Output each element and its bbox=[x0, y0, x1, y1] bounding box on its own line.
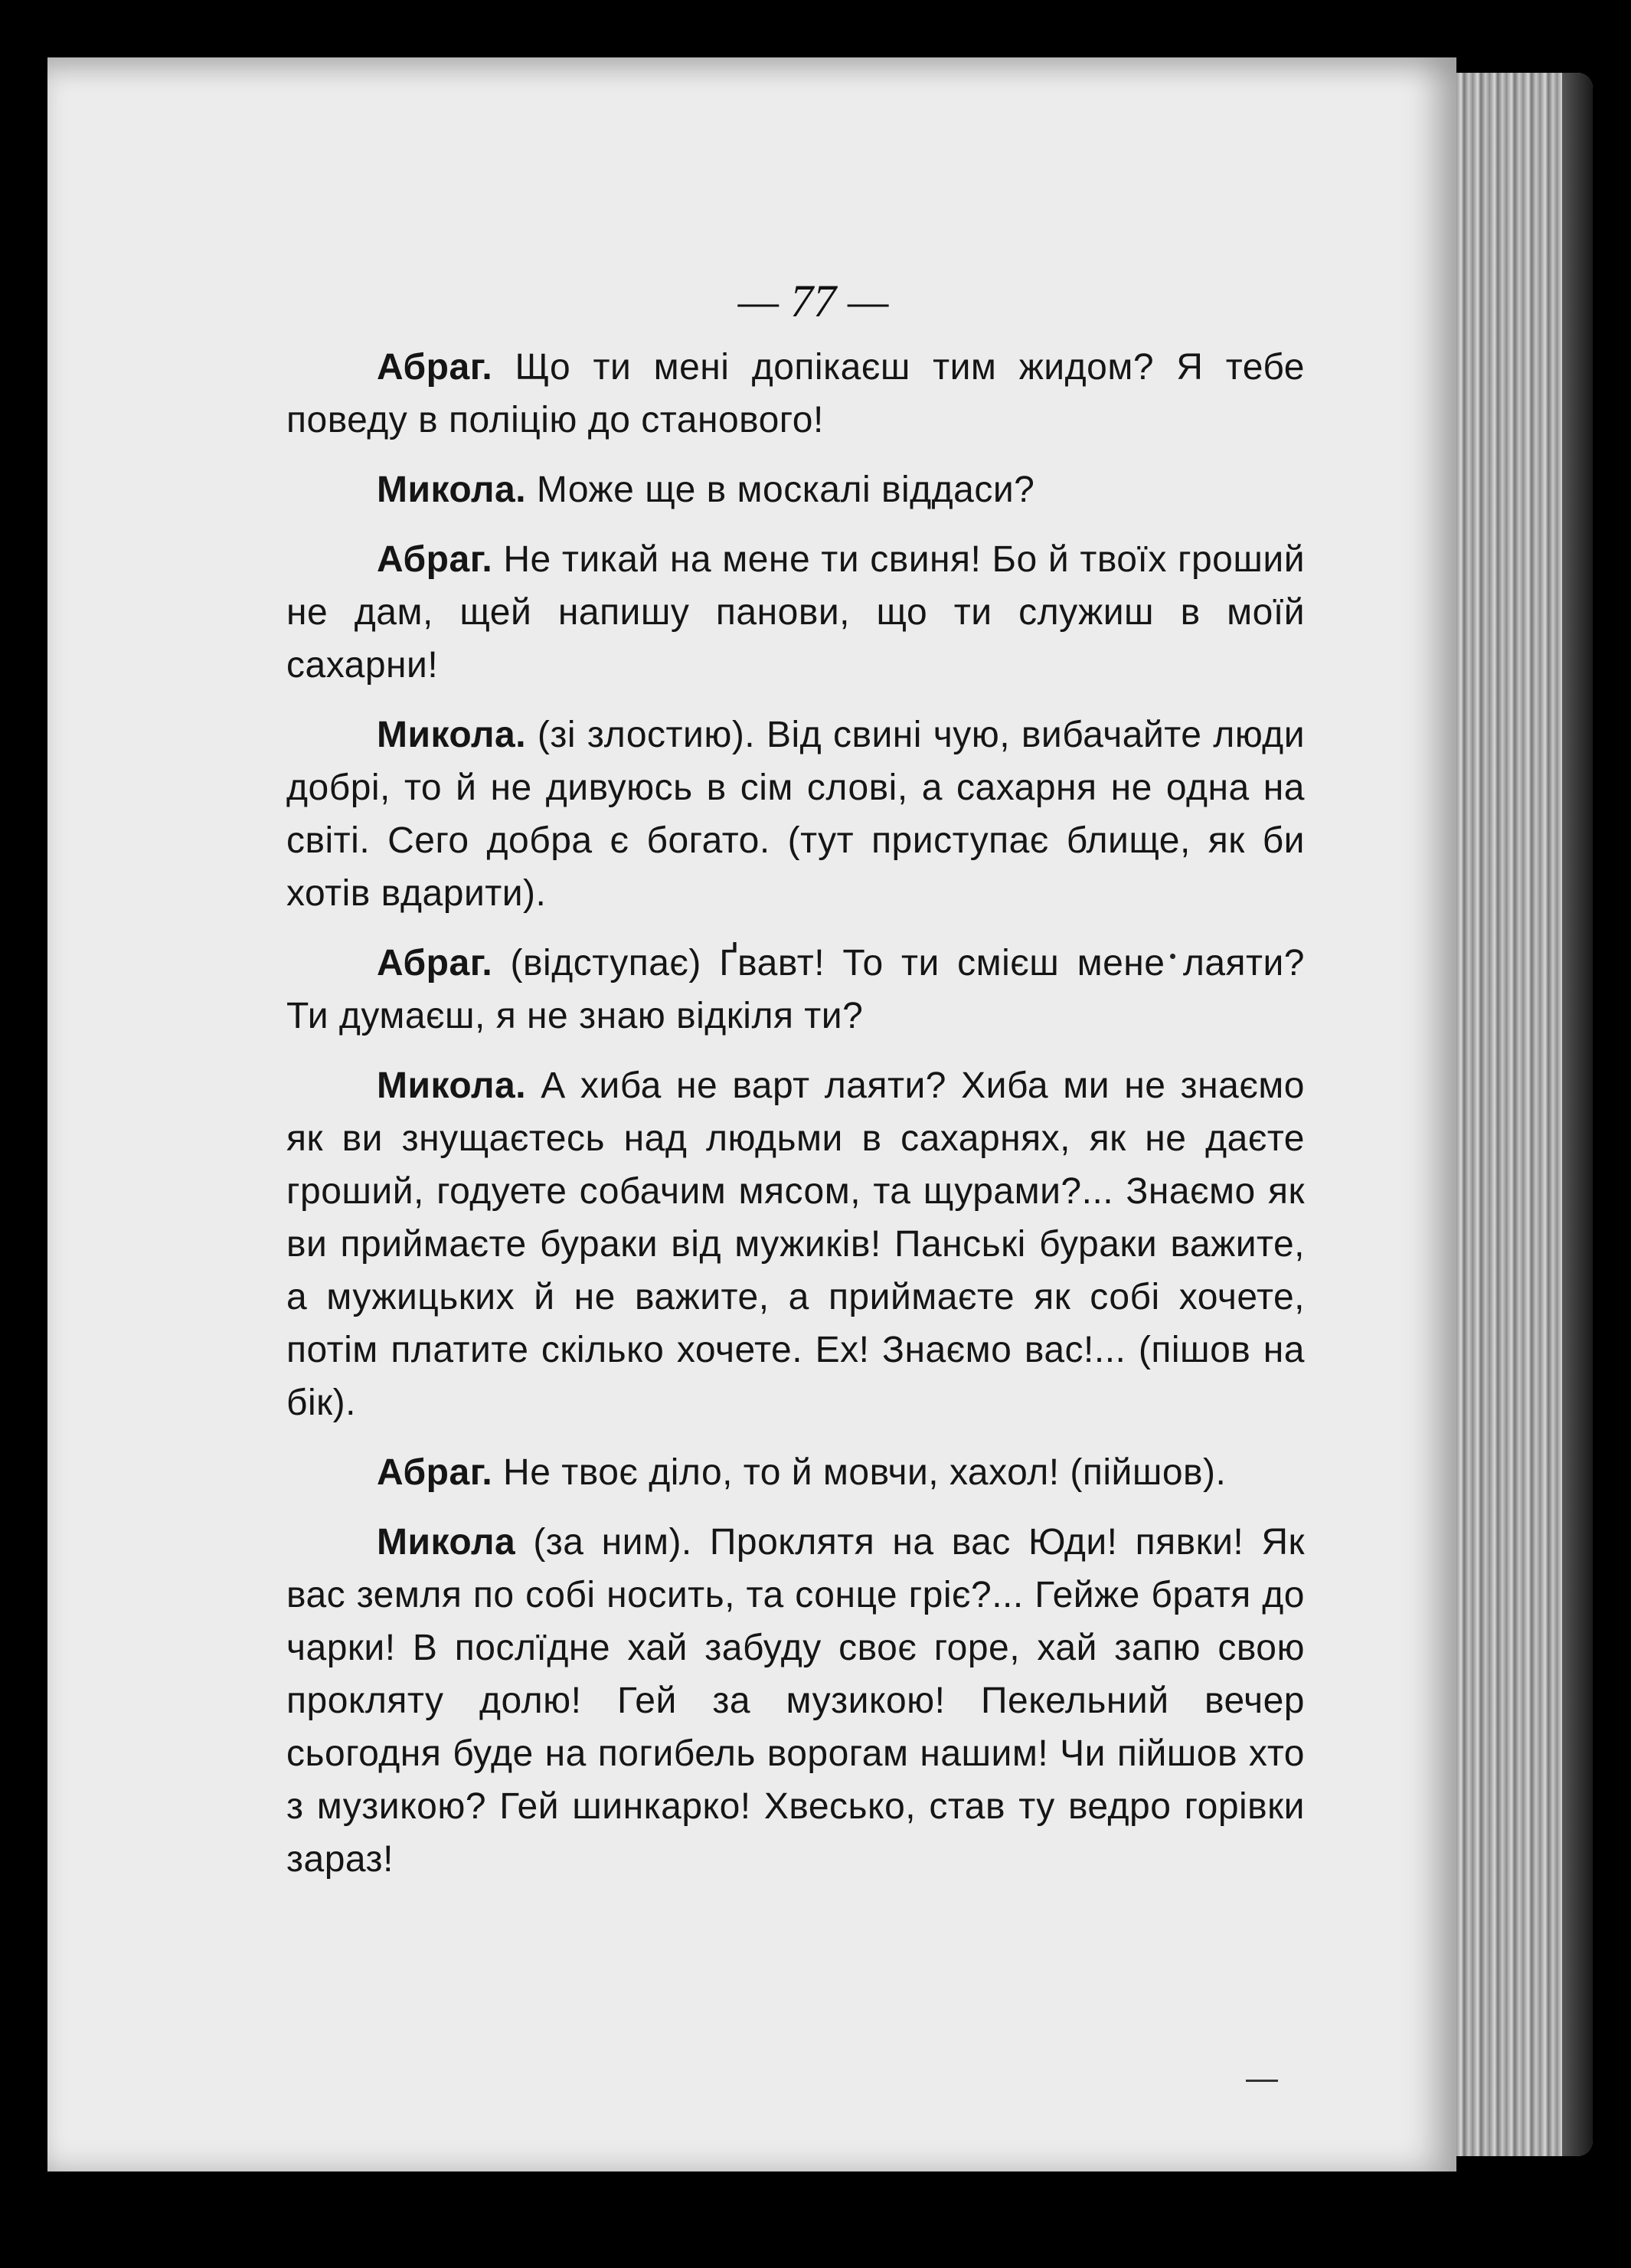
speaker-name: Абраг. bbox=[377, 943, 493, 983]
speaker-name: Микола. bbox=[377, 715, 527, 755]
speaker-name: Микола. bbox=[377, 1065, 527, 1106]
dialogue-paragraph bbox=[286, 341, 1305, 447]
dialogue-paragraph bbox=[286, 533, 1305, 692]
play-text bbox=[286, 341, 1305, 1903]
dialogue-text: (зі злостию). Від свині чую, вибачайте люди добрі, то й не дивуюсь в сім слові, а сахарня не одна на світі. Сего добра є богато. (тут приступає блище, як би хотів вдарити). bbox=[286, 715, 1305, 914]
dialogue-paragraph bbox=[286, 463, 1305, 516]
print-mark bbox=[1246, 2080, 1278, 2082]
page-sheet bbox=[47, 57, 1456, 2171]
speaker-name: Микола bbox=[377, 1522, 516, 1563]
speaker-name: Абраг. bbox=[377, 1452, 493, 1493]
dialogue-text: (відступає) Ґвавт! То ти смієш мене лаяти? Ти думаєш, я не знаю відкіля ти? bbox=[286, 943, 1305, 1036]
dialogue-paragraph bbox=[286, 709, 1305, 920]
page-number: — 77 — bbox=[737, 276, 889, 326]
speaker-name: Микола. bbox=[377, 470, 527, 510]
dialogue-text: Не твоє діло, то й мовчи, хахол! (пійшов). bbox=[492, 1452, 1227, 1493]
dialogue-text: А хиба не варт лаяти? Хиба ми не знаємо як ви знущаєтесь над людьми в сахарнях, як не даєте гроший, годуете собачим мясом, та щурами?... Знаємо як ви приймаєте бураки від мужиків! Панські бураки важите, а мужицьких й не важите, а приймаєте як собі хочете, потім платите скілько хочете. Ех! Знаємо вас!... (пішов на бік). bbox=[286, 1065, 1305, 1423]
dialogue-paragraph bbox=[286, 937, 1305, 1042]
speaker-name: Абраг. bbox=[377, 539, 493, 580]
dialogue-text: (за ним). Проклятя на вас Юди! пявки! Як вас земля по собі носить, та сонце гріє?... Гейже братя до чарки! В послїдне хай забуду своє горе, хай запю свою прокляту долю! Гей за музикою! Пекельний вечер сьогодня буде на погибель ворогам нашим! Чи пійшов хто з музикою? Гей шинкарко! Хвесько, став ту ведро горівки зараз! bbox=[286, 1522, 1305, 1880]
dialogue-text: Може ще в москалі віддаси? bbox=[526, 470, 1035, 510]
dialogue-text: Не тикай на мене ти свиня! Бо й твоїх гроший не дам, щей напишу панови, що ти служиш в моїй сахарни! bbox=[286, 539, 1305, 686]
book-page-edges bbox=[1440, 73, 1593, 2156]
dialogue-paragraph bbox=[286, 1059, 1305, 1429]
dialogue-paragraph bbox=[286, 1446, 1305, 1499]
speaker-name: Абраг. bbox=[377, 347, 493, 388]
dialogue-paragraph bbox=[286, 1516, 1305, 1886]
dialogue-text: Що ти мені допікаєш тим жидом? Я тебе поведу в поліцію до станового! bbox=[286, 347, 1305, 440]
